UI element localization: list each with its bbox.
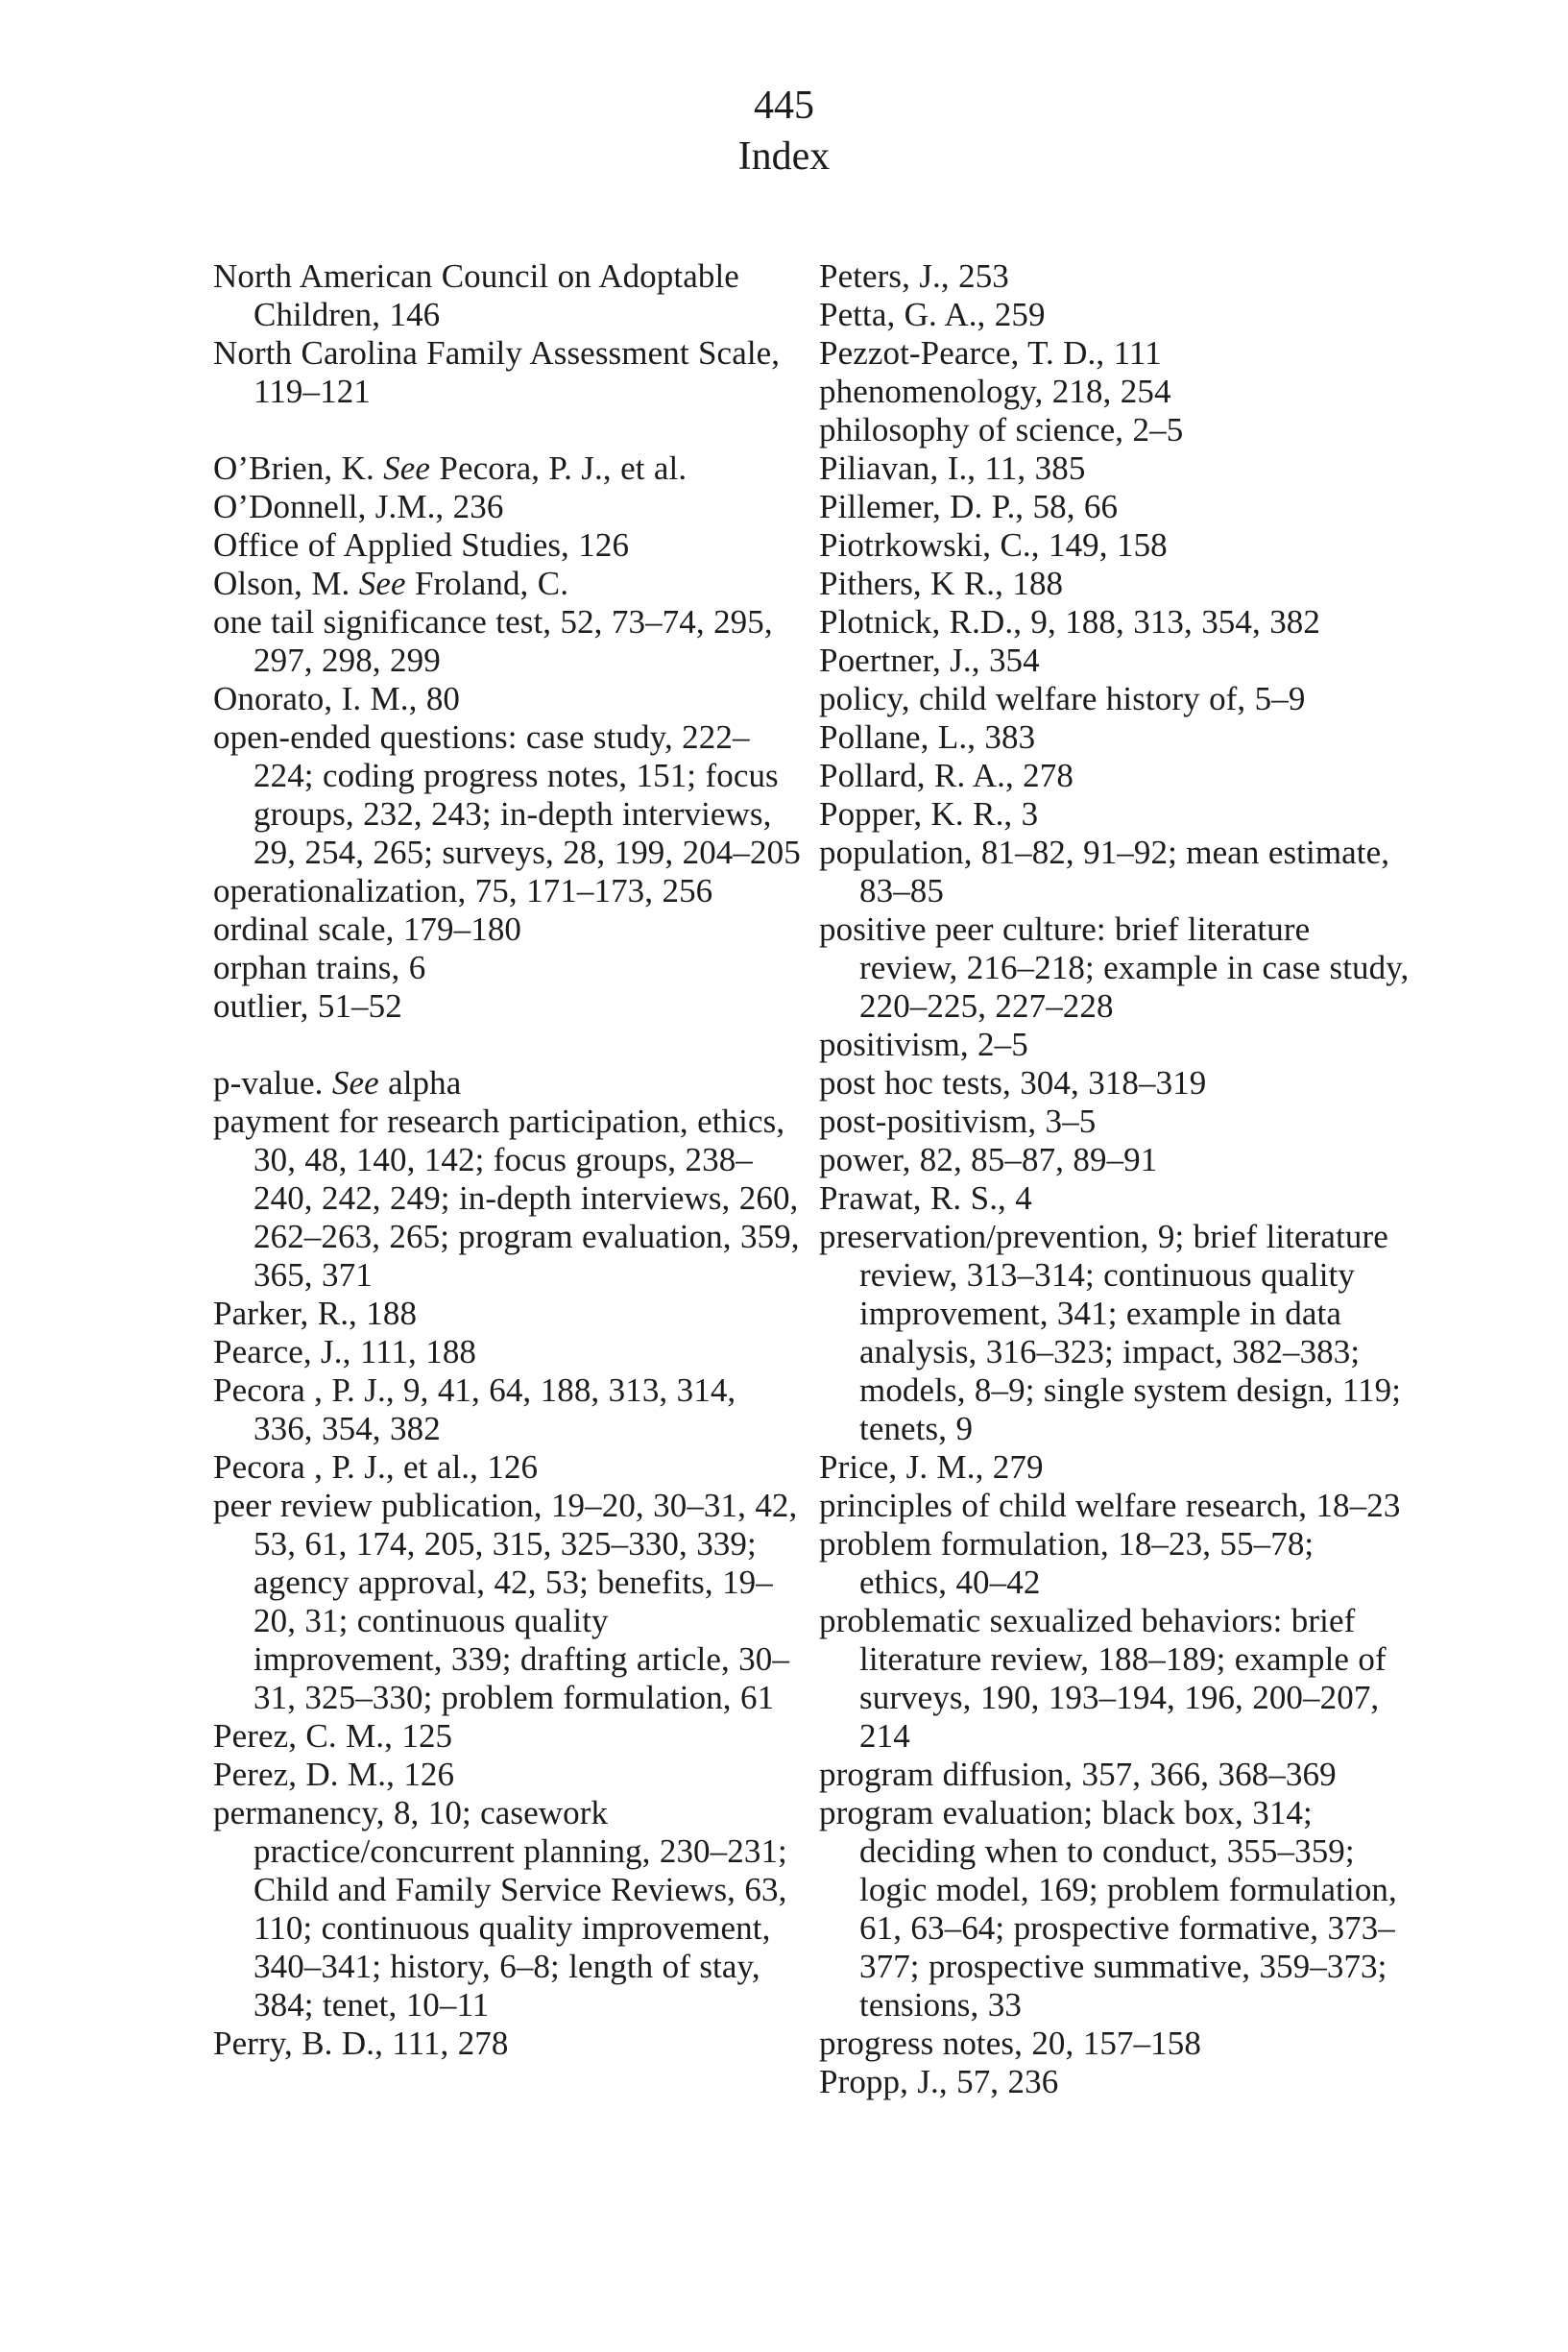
entry-text: North Carolina Family Assessment Scale, 119–121: [213, 334, 781, 410]
entry-text: Petta, G. A., 259: [819, 296, 1046, 333]
index-entry: [819, 680, 1410, 718]
index-entry: [213, 1333, 804, 1371]
index-entry: [819, 1602, 1410, 1756]
index-entry: [213, 987, 804, 1026]
index-entry: [819, 296, 1410, 334]
index-entry: [819, 1141, 1410, 1179]
index-entry: [819, 1448, 1410, 1487]
index-entry: [819, 257, 1410, 296]
entry-text: O’Brien, K.: [213, 449, 384, 487]
see-reference: See: [383, 449, 431, 487]
entry-text: Propp, J., 57, 236: [819, 2063, 1059, 2100]
index-entry: [819, 642, 1410, 680]
index-entry: [819, 1756, 1410, 1794]
index-column-right: [819, 257, 1410, 2101]
entry-text: positive peer culture: brief literature review, 216–218; example in case study, 220–225, 227–228: [819, 910, 1410, 1025]
entry-text: Perez, C. M., 125: [213, 1717, 453, 1755]
entry-text: Office of Applied Studies, 126: [213, 526, 630, 564]
index-column-left: [213, 257, 804, 2101]
index-entry: [213, 2025, 804, 2063]
entry-text: philosophy of science, 2–5: [819, 411, 1184, 449]
index-entry: [213, 1756, 804, 1794]
entry-text: Perry, B. D., 111, 278: [213, 2025, 509, 2062]
entry-text: Froland, C.: [405, 565, 569, 602]
entry-text: open-ended questions: case study, 222–224; coding progress notes, 151; focus groups, 232, 243; in-depth interviews, 29, 254, 265; surveys, 28, 199, 204–205: [213, 718, 801, 871]
index-entry: [819, 1487, 1410, 1525]
index-entry: [819, 411, 1410, 449]
entry-text: phenomenology, 218, 254: [819, 373, 1171, 410]
index-entry: [819, 449, 1410, 488]
page-number: 445: [754, 84, 814, 128]
index-entry: [819, 757, 1410, 795]
entry-text: problem formulation, 18–23, 55–78; ethics, 40–42: [819, 1525, 1315, 1601]
index-entry: [819, 1525, 1410, 1602]
entry-text: payment for research participation, ethics, 30, 48, 140, 142; focus groups, 238–240, 242, 249; in-depth interviews, 260, 262–263, 265; program evaluation, 359, 365, 371: [213, 1103, 800, 1294]
index-entry: [819, 834, 1410, 910]
index-entry: [213, 1717, 804, 1756]
index-entry: [213, 603, 804, 680]
index-entry: [819, 910, 1410, 1026]
entry-text: alpha: [378, 1064, 462, 1102]
entry-text: Onorato, I. M., 80: [213, 680, 461, 717]
index-entry: [819, 373, 1410, 411]
entry-text: O’Donnell, J.M., 236: [213, 488, 504, 525]
index-columns: [0, 257, 1568, 2101]
entry-text: population, 81–82, 91–92; mean estimate, 83–85: [819, 834, 1390, 909]
entry-text: positivism, 2–5: [819, 1026, 1028, 1063]
index-entry: [819, 565, 1410, 603]
index-entry: [819, 795, 1410, 834]
index-entry: [819, 2025, 1410, 2063]
index-entry: [213, 1371, 804, 1448]
entry-text: outlier, 51–52: [213, 987, 402, 1025]
see-reference: See: [358, 565, 406, 602]
entry-text: ordinal scale, 179–180: [213, 910, 522, 948]
entry-text: North American Council on Adoptable Children, 146: [213, 257, 739, 333]
entry-text: progress notes, 20, 157–158: [819, 2025, 1201, 2062]
entry-text: Parker, R., 188: [213, 1295, 418, 1332]
entry-text: Peters, J., 253: [819, 257, 1009, 295]
entry-text: Perez, D. M., 126: [213, 1756, 455, 1793]
index-entry: [213, 1295, 804, 1333]
entry-text: Pecora , P. J., et al., 126: [213, 1448, 539, 1486]
index-entry: [213, 334, 804, 411]
entry-text: peer review publication, 19–20, 30–31, 42, 53, 61, 174, 205, 315, 325–330, 339; agency approval, 42, 53; benefits, 19–20, 31; continuous quality improvement, 339; drafting article, 30–31, 325–330; problem formulation, 61: [213, 1487, 798, 1716]
entry-text: Olson, M.: [213, 565, 359, 602]
index-entry: [213, 718, 804, 872]
entry-text: Pezzot-Pearce, T. D., 111: [819, 334, 1162, 372]
index-entry: [819, 488, 1410, 526]
index-entry: [213, 1064, 804, 1103]
index-entry: [819, 603, 1410, 642]
index-entry: [213, 257, 804, 334]
page-title: Index: [737, 134, 831, 179]
entry-text: Plotnick, R.D., 9, 188, 313, 354, 382: [819, 603, 1320, 641]
index-entry: [213, 680, 804, 718]
index-entry: [819, 1794, 1410, 2025]
entry-text: permanency, 8, 10; casework practice/concurrent planning, 230–231; Child and Family Service Reviews, 63, 110; continuous quality improvement, 340–341; history, 6–8; length of stay, 384; tenet, 10–11: [213, 1794, 787, 2024]
index-entry: [819, 1218, 1410, 1448]
index-entry: [819, 1026, 1410, 1064]
entry-text: p-value.: [213, 1064, 332, 1102]
entry-text: Popper, K. R., 3: [819, 795, 1039, 833]
index-entry: [213, 488, 804, 526]
index-entry: [213, 526, 804, 565]
index-entry: [213, 1103, 804, 1295]
entry-text: Poertner, J., 354: [819, 642, 1040, 679]
index-entry: [819, 1064, 1410, 1103]
index-entry: [213, 949, 804, 987]
entry-text: orphan trains, 6: [213, 949, 426, 986]
entry-text: Piliavan, I., 11, 385: [819, 449, 1086, 487]
index-entry: [819, 718, 1410, 757]
index-entry: [819, 1103, 1410, 1141]
index-entry: [213, 1448, 804, 1487]
entry-text: Piotrkowski, C., 149, 158: [819, 526, 1168, 564]
page-header: [0, 0, 1568, 179]
section-break: [213, 411, 804, 449]
entry-text: program diffusion, 357, 366, 368–369: [819, 1756, 1337, 1793]
entry-text: Pollane, L., 383: [819, 718, 1036, 756]
entry-text: Pillemer, D. P., 58, 66: [819, 488, 1119, 525]
index-entry: [213, 872, 804, 910]
index-entry: [213, 1487, 804, 1717]
index-entry: [819, 1179, 1410, 1218]
entry-text: problematic sexualized behaviors: brief literature review, 188–189; example of surveys, 190, 193–194, 196, 200–207, 214: [819, 1602, 1387, 1755]
entry-text: Pecora, P. J., et al.: [430, 449, 688, 487]
index-entry: [213, 449, 804, 488]
index-entry: [213, 910, 804, 949]
index-entry: [213, 1794, 804, 2025]
entry-text: Pollard, R. A., 278: [819, 757, 1073, 794]
entry-text: one tail significance test, 52, 73–74, 295, 297, 298, 299: [213, 603, 773, 679]
entry-text: Pithers, K R., 188: [819, 565, 1064, 602]
section-break: [213, 1026, 804, 1064]
entry-text: operationalization, 75, 171–173, 256: [213, 872, 713, 909]
entry-text: Prawat, R. S., 4: [819, 1179, 1032, 1217]
entry-text: program evaluation; black box, 314; deciding when to conduct, 355–359; logic model, 169; problem formulation, 61, 63–64; prospective formative, 373–377; prospective summative, 359–373; tensions, 33: [819, 1794, 1397, 2024]
entry-text: Pecora , P. J., 9, 41, 64, 188, 313, 314, 336, 354, 382: [213, 1371, 736, 1447]
entry-text: Pearce, J., 111, 188: [213, 1333, 477, 1370]
entry-text: post-positivism, 3–5: [819, 1103, 1097, 1140]
index-entry: [213, 565, 804, 603]
entry-text: policy, child welfare history of, 5–9: [819, 680, 1306, 717]
entry-text: power, 82, 85–87, 89–91: [819, 1141, 1158, 1178]
entry-text: Price, J. M., 279: [819, 1448, 1044, 1486]
index-entry: [819, 334, 1410, 373]
entry-text: post hoc tests, 304, 318–319: [819, 1064, 1207, 1102]
entry-text: principles of child welfare research, 18–23: [819, 1487, 1401, 1524]
index-entry: [819, 2063, 1410, 2101]
see-reference: See: [331, 1064, 379, 1102]
entry-text: preservation/prevention, 9; brief literature review, 313–314; continuous quality improvement, 341; example in data analysis, 316–323; impact, 382–383; models, 8–9; single system design, 119; tenets, 9: [819, 1218, 1402, 1447]
index-entry: [819, 526, 1410, 565]
